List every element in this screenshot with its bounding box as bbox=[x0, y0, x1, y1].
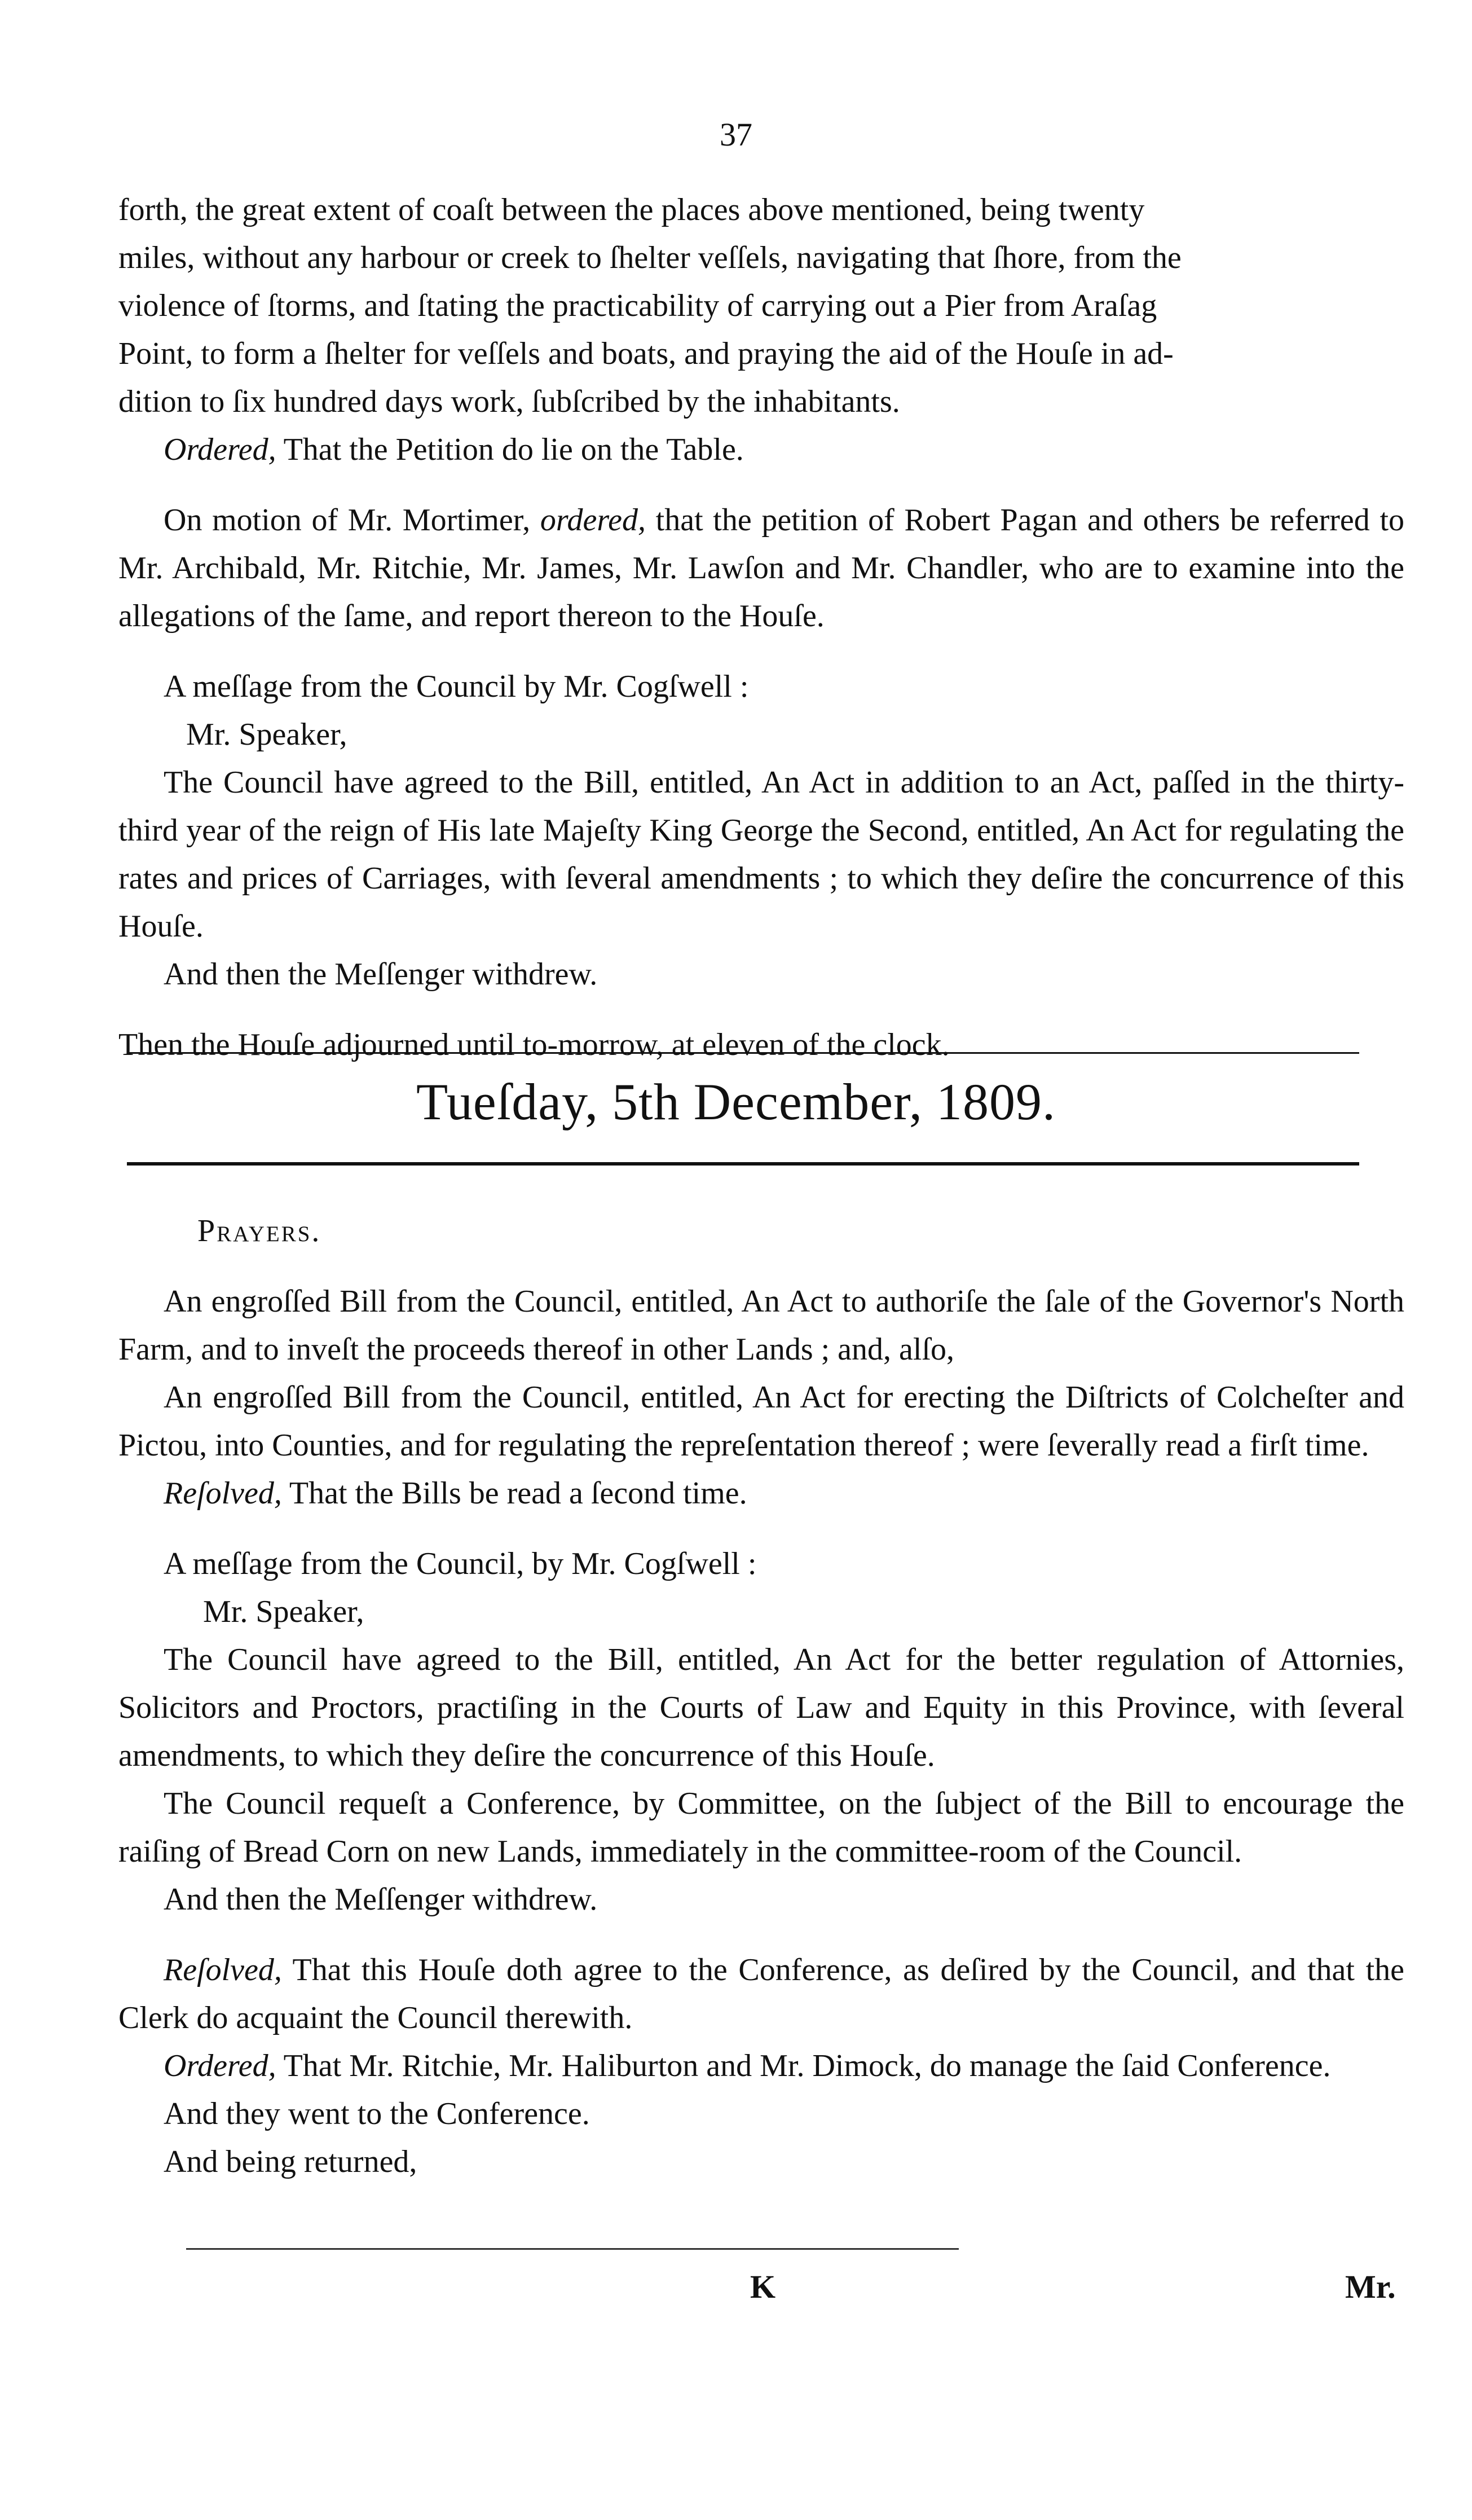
petition-line: Point, to form a ſhelter for veſſels and boats, and praying the aid of the Houſe in ad- bbox=[118, 336, 1174, 371]
message-body: The Council have agreed to the Bill, entitled, An Act in addition to an Act, paſſed in the thirty-third year of the reign of His late Majeſty King George the Second, entitled, An Act for regulating the rates and prices of Carriages, with ſeveral amendments ; to which they deſire the concurrence of this Houſe. bbox=[118, 765, 1404, 944]
divider-bottom bbox=[127, 1162, 1359, 1166]
petition-line: forth, the great extent of coaſt between the places above mentioned, being twenty bbox=[118, 192, 1145, 227]
bill-two: An engroſſed Bill from the Council, entitled, An Act for erecting the Diſtricts of Colcheſter and Pictou, into Counties, and for regulating the repreſentation thereof ; were ſeverally read a firſt time. bbox=[118, 1380, 1404, 1463]
speaker-address: Mr. Speaker, bbox=[186, 717, 347, 752]
speaker-address-2: Mr. Speaker, bbox=[203, 1594, 364, 1629]
motion-ordered: ordered, bbox=[540, 503, 646, 538]
signature-mark: K bbox=[750, 2268, 776, 2305]
message-intro-2: A meſſage from the Council, by Mr. Cogſwell : bbox=[164, 1546, 757, 1581]
page-footer bbox=[0, 2268, 1472, 2319]
page-number: 37 bbox=[720, 116, 752, 153]
motion-text: that the petition of Robert Pagan and others be referred to Mr. Archibald, Mr. Ritchie, Mr. James, Mr. Lawſon and Mr. Chandler, who are to examine into the allegations of the ſame, and report thereon to the Houſe. bbox=[118, 503, 1405, 634]
motion-paragraph bbox=[118, 496, 1404, 640]
ordered2-text: That Mr. Ritchie, Mr. Haliburton and Mr. Dimock, do manage the ſaid Conference. bbox=[276, 2048, 1331, 2083]
resolved-second-reading bbox=[118, 1470, 1404, 1518]
resolved2-text: That this Houſe doth agree to the Conference, as deſired by the Council, and that the Clerk do acquaint the Council therewith. bbox=[118, 1952, 1404, 2035]
returned-rule bbox=[186, 2248, 959, 2250]
ordered2-label: Ordered, bbox=[164, 2048, 276, 2083]
resolved2-label: Reſolved, bbox=[164, 1952, 282, 1987]
being-returned: And being returned, bbox=[164, 2144, 417, 2179]
messenger-withdrew: And then the Meſſenger withdrew. bbox=[164, 957, 598, 992]
resolved-conference bbox=[118, 1946, 1404, 2042]
petition-line: violence of ſtorms, and ſtating the practicability of carrying out a Pier from Araſag bbox=[118, 288, 1157, 323]
bottom-section bbox=[118, 1207, 1404, 2186]
messenger-withdrew-2: And then the Meſſenger withdrew. bbox=[164, 1882, 598, 1917]
resolved-label: Reſolved, bbox=[164, 1476, 282, 1511]
message-intro: A meſſage from the Council by Mr. Cogſwell : bbox=[164, 669, 749, 704]
motion-lead: On motion of Mr. Mortimer, bbox=[164, 503, 540, 538]
catchword: Mr. bbox=[1345, 2268, 1396, 2305]
went-to-conference: And they went to the Conference. bbox=[164, 2096, 590, 2131]
top-section bbox=[118, 186, 1404, 1069]
conference-request: The Council requeſt a Conference, by Committee, on the ſubject of the Bill to encourage the raiſing of Bread Corn on new Lands, immediately in the committee-room of the Council. bbox=[118, 1786, 1404, 1869]
prayers-heading: Prayers. bbox=[197, 1213, 321, 1248]
ordered-managers bbox=[118, 2042, 1404, 2090]
ordered-label: Ordered, bbox=[164, 432, 276, 467]
divider-top bbox=[127, 1052, 1359, 1054]
message-body-2: The Council have agreed to the Bill, entitled, An Act for the better regulation of Attornies, Solicitors and Proctors, practiſing in the Courts of Law and Equity in this Province, with ſeveral amendments, to which they deſire the concurrence of this Houſe. bbox=[118, 1642, 1404, 1773]
petition-line: miles, without any harbour or creek to ſhelter veſſels, navigating that ſhore, from the bbox=[118, 240, 1182, 275]
ordered-petition-lie bbox=[118, 426, 1404, 474]
resolved-text: That the Bills be read a ſecond time. bbox=[281, 1476, 747, 1511]
ordered-text: That the Petition do lie on the Table. bbox=[276, 432, 744, 467]
bill-one: An engroſſed Bill from the Council, entitled, An Act to authoriſe the ſale of the Governor's North Farm, and to inveſt the proceeds thereof in other Lands ; and, alſo, bbox=[118, 1284, 1404, 1367]
petition-line: dition to ſix hundred days work, ſubſcribed by the inhabitants. bbox=[118, 384, 900, 419]
date-heading: Tueſday, 5th December, 1809. bbox=[416, 1073, 1056, 1131]
adjourned-line: Then the Houſe adjourned until to-morrow, at eleven of the clock. bbox=[118, 1027, 950, 1062]
